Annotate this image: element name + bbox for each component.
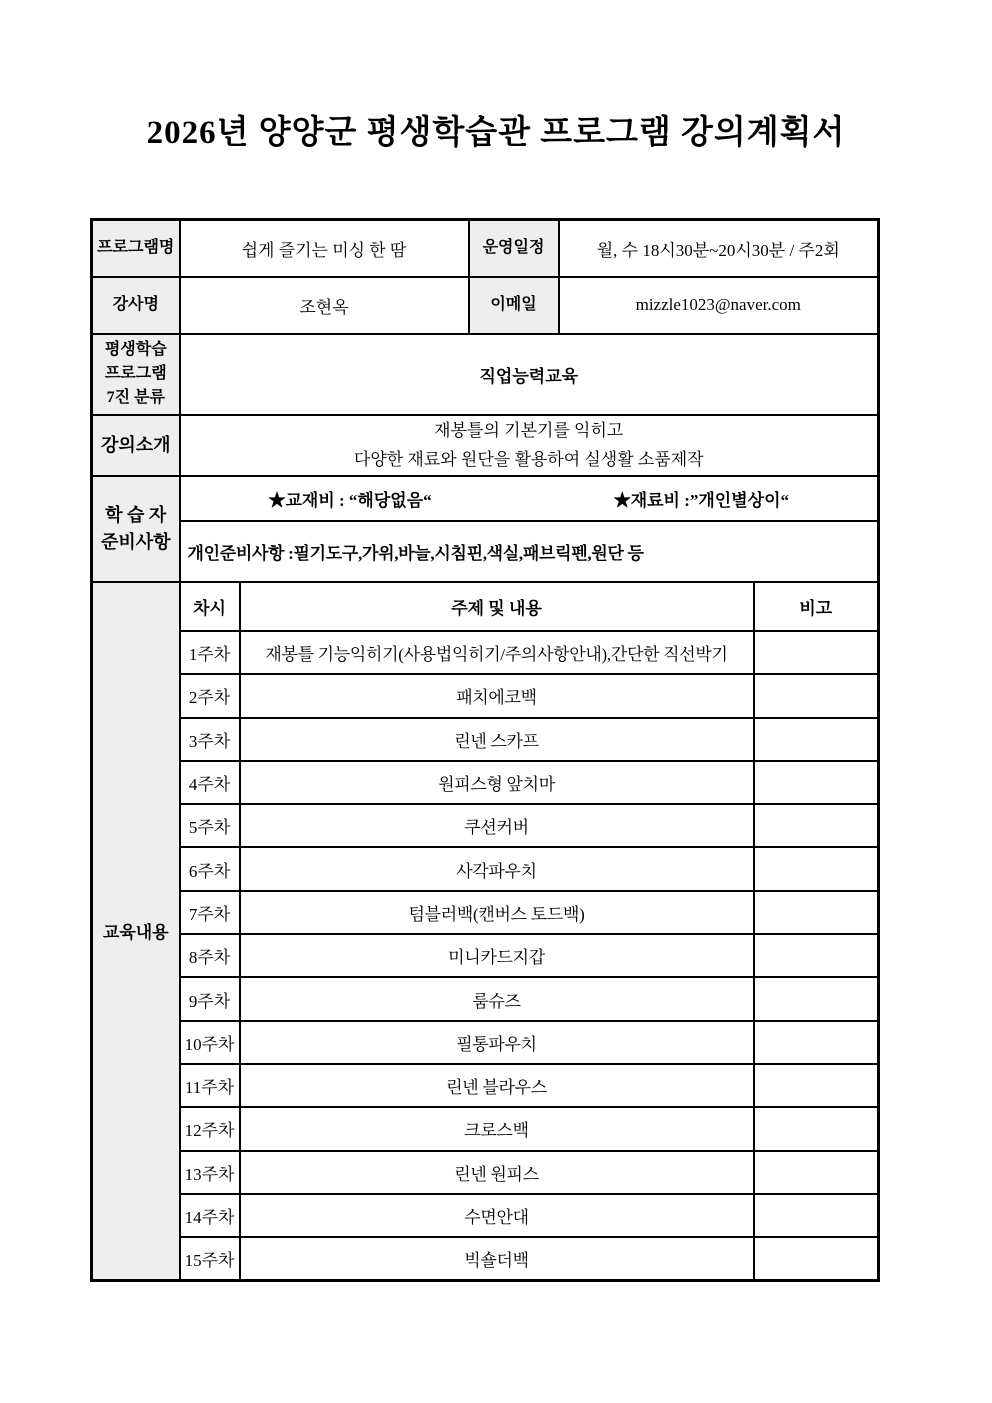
- week-cell: 6주차: [180, 847, 240, 890]
- topic-cell: 린넨 블라우스: [240, 1064, 754, 1107]
- category-label-line: 프로그램: [104, 365, 167, 382]
- week-cell: 9주차: [180, 977, 240, 1020]
- program-name-value: 쉽게 즐기는 미싱 한 땀: [180, 220, 469, 277]
- note-cell: [754, 934, 879, 977]
- intro-row: [92, 415, 879, 477]
- curriculum-row: [92, 1194, 879, 1237]
- topic-cell: 크로스백: [240, 1107, 754, 1150]
- category-label: [92, 334, 180, 415]
- week-cell: 5주차: [180, 804, 240, 847]
- category-value: 직업능력교육: [180, 334, 879, 415]
- note-cell: [754, 718, 879, 761]
- material-fee-text: ★재료비 :”개인별상이“: [613, 491, 789, 510]
- note-cell: [754, 631, 879, 674]
- curriculum-row: [92, 847, 879, 890]
- week-cell: 4주차: [180, 761, 240, 804]
- topic-cell: 빅숄더백: [240, 1237, 754, 1280]
- instructor-label: 강사명: [92, 277, 180, 334]
- topic-cell: 필통파우치: [240, 1021, 754, 1064]
- topic-cell: 패치에코백: [240, 674, 754, 717]
- week-cell: 3주차: [180, 718, 240, 761]
- prep-fees-row: [92, 476, 879, 521]
- week-cell: 2주차: [180, 674, 240, 717]
- instructor-value: 조현옥: [180, 277, 469, 334]
- week-cell: 11주차: [180, 1064, 240, 1107]
- program-info-table: [90, 218, 880, 583]
- instructor-row: [92, 277, 879, 334]
- email-value: mizzle1023@naver.com: [559, 277, 879, 334]
- curriculum-row: [92, 1064, 879, 1107]
- curriculum-row: [92, 804, 879, 847]
- curriculum-row: [92, 761, 879, 804]
- curriculum-row: [92, 1021, 879, 1064]
- prep-label: [92, 476, 180, 582]
- curriculum-row: [92, 1107, 879, 1150]
- prep-personal-row: [92, 521, 879, 582]
- curriculum-row: [92, 934, 879, 977]
- note-cell: [754, 1194, 879, 1237]
- week-column-header: 차시: [180, 583, 240, 631]
- note-cell: [754, 1151, 879, 1194]
- program-row: [92, 220, 879, 277]
- intro-label: 강의소개: [92, 415, 180, 477]
- prep-label-line: 준비사항: [100, 532, 171, 552]
- note-cell: [754, 761, 879, 804]
- week-cell: 13주차: [180, 1151, 240, 1194]
- lecture-plan-table: [90, 218, 877, 1282]
- note-cell: [754, 977, 879, 1020]
- textbook-fee-text: ★교재비 : “해당없음“: [268, 491, 432, 510]
- topic-cell: 사각파우치: [240, 847, 754, 890]
- note-cell: [754, 847, 879, 890]
- category-label-line: 평생학습: [104, 341, 167, 358]
- week-cell: 15주차: [180, 1237, 240, 1280]
- curriculum-row: [92, 977, 879, 1020]
- schedule-value: 월, 수 18시30분~20시30분 / 주2회: [559, 220, 879, 277]
- prep-personal-text: 개인준비사항 :필기도구,가위,바늘,시침핀,색실,패브릭펜,원단 등: [180, 521, 879, 582]
- curriculum-row: [92, 718, 879, 761]
- week-cell: 7주차: [180, 891, 240, 934]
- topic-cell: 미니카드지갑: [240, 934, 754, 977]
- curriculum-section-label: 교육내용: [92, 583, 180, 1280]
- note-cell: [754, 804, 879, 847]
- curriculum-body: [92, 583, 879, 1280]
- note-column-header: 비고: [754, 583, 879, 631]
- week-cell: 1주차: [180, 631, 240, 674]
- intro-line: 다양한 재료와 원단을 활용하여 실생활 소품제작: [353, 450, 704, 470]
- intro-line: 재봉틀의 기본기를 익히고: [434, 420, 624, 440]
- curriculum-table: [90, 583, 880, 1282]
- topic-cell: 쿠션커버: [240, 804, 754, 847]
- week-cell: 8주차: [180, 934, 240, 977]
- page-title: 2026년 양양군 평생학습관 프로그램 강의계획서: [146, 115, 846, 151]
- note-cell: [754, 1064, 879, 1107]
- note-cell: [754, 1237, 879, 1280]
- topic-cell: 룸슈즈: [240, 977, 754, 1020]
- note-cell: [754, 1021, 879, 1064]
- prep-fees-cell: [180, 476, 879, 521]
- week-cell: 14주차: [180, 1194, 240, 1237]
- week-cell: 12주차: [180, 1107, 240, 1150]
- note-cell: [754, 674, 879, 717]
- category-row: [92, 334, 879, 415]
- topic-cell: 린넨 원피스: [240, 1151, 754, 1194]
- curriculum-row: [92, 1237, 879, 1280]
- intro-value: [180, 415, 879, 477]
- curriculum-row: [92, 1151, 879, 1194]
- category-label-line: 7진 분류: [106, 389, 165, 406]
- curriculum-row: [92, 891, 879, 934]
- topic-column-header: 주제 및 내용: [240, 583, 754, 631]
- curriculum-row: [92, 674, 879, 717]
- curriculum-header-row: [92, 583, 879, 631]
- prep-fees-line: [181, 486, 878, 511]
- topic-cell: 원피스형 앞치마: [240, 761, 754, 804]
- note-cell: [754, 1107, 879, 1150]
- week-cell: 10주차: [180, 1021, 240, 1064]
- prep-label-line: 학 습 자: [105, 505, 167, 525]
- email-label: 이메일: [469, 277, 559, 334]
- program-name-label: 프로그램명: [92, 220, 180, 277]
- topic-cell: 린넨 스카프: [240, 718, 754, 761]
- topic-cell: 수면안대: [240, 1194, 754, 1237]
- topic-cell: 텀블러백(캔버스 토드백): [240, 891, 754, 934]
- topic-cell: 재봉틀 기능익히기(사용법익히기/주의사항안내),간단한 직선박기: [240, 631, 754, 674]
- curriculum-row: [92, 631, 879, 674]
- note-cell: [754, 891, 879, 934]
- schedule-label: 운영일정: [469, 220, 559, 277]
